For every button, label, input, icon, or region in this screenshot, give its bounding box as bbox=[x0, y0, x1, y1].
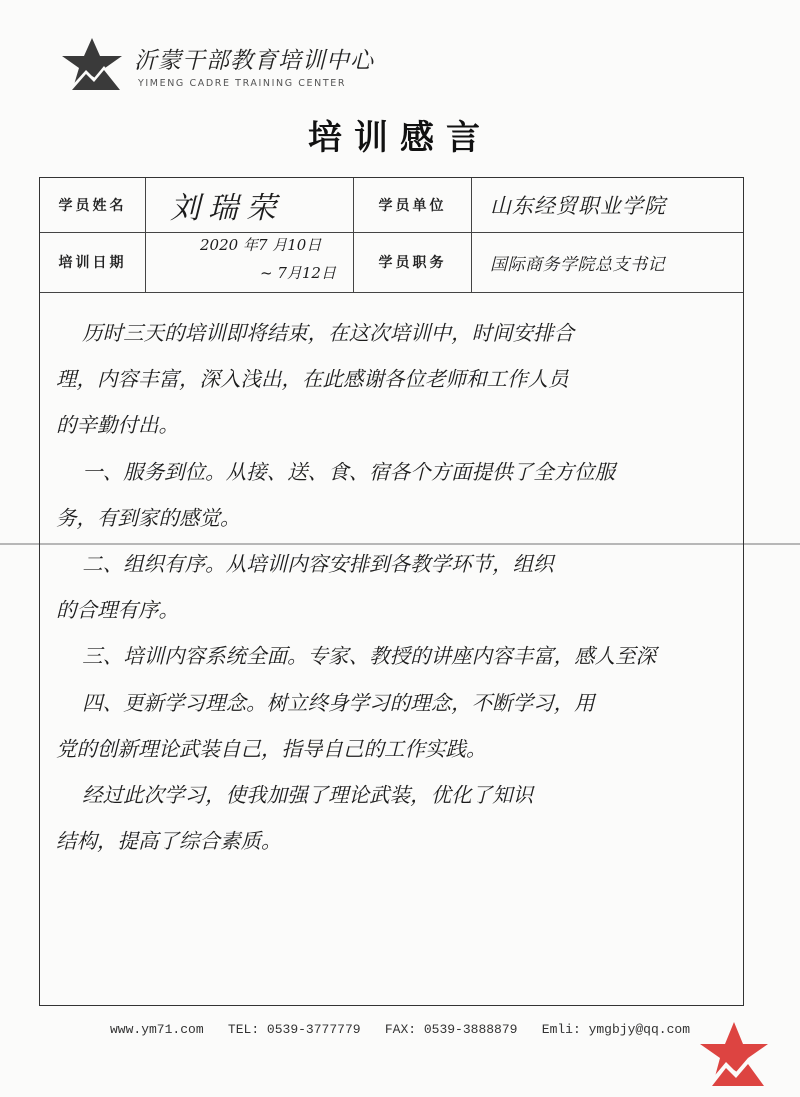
date-end-value: ~ 7月12日 bbox=[260, 264, 336, 282]
position-field bbox=[472, 232, 745, 292]
body-line: 二、组织有序。从培训内容安排到各教学环节，组织 bbox=[56, 552, 554, 577]
unit-field bbox=[472, 178, 745, 232]
footer-tel: TEL: 0539-3777779 bbox=[227, 1022, 361, 1037]
organization-name: 沂蒙干部教育培训中心 bbox=[134, 48, 374, 74]
date-field bbox=[146, 232, 354, 292]
body-line: 经过此次学习，使我加强了理论武装，优化了知识 bbox=[56, 783, 534, 808]
form-row-date-position bbox=[40, 232, 743, 293]
body-line: 三、培训内容系统全面。专家、教授的讲座内容丰富，感人至深 bbox=[56, 644, 657, 669]
body-line: 务，有到家的感觉。 bbox=[56, 505, 241, 530]
name-value: 刘瑞荣 bbox=[170, 191, 284, 226]
contact-footer bbox=[110, 1022, 690, 1037]
body-line: 历时三天的培训即将结束，在这次培训中，时间安排合 bbox=[56, 321, 575, 345]
position-label: 学员职务 bbox=[354, 232, 472, 292]
body-line: 理，内容丰富，深入浅出，在此感谢各位老师和工作人员 bbox=[56, 367, 569, 392]
unit-value: 山东经贸职业学院 bbox=[490, 194, 666, 218]
body-line: 四、更新学习理念。树立终身学习的理念，不断学习，用 bbox=[56, 690, 595, 715]
training-form bbox=[39, 177, 744, 1006]
footer-fax: FAX: 0539-3888879 bbox=[384, 1022, 518, 1037]
star-mountain-logo-icon bbox=[60, 36, 130, 92]
form-row-name-unit bbox=[40, 178, 743, 233]
footer-email: Emli: ymgbjy@qq.com bbox=[541, 1022, 690, 1037]
body-line: 的合理有序。 bbox=[56, 598, 179, 623]
position-value: 国际商务学院总支书记 bbox=[490, 254, 665, 275]
date-start-value: 2020 年7 月10日 bbox=[200, 236, 322, 254]
date-label: 培训日期 bbox=[40, 232, 146, 292]
body-line: 党的创新理论武装自己，指导自己的工作实践。 bbox=[56, 736, 487, 761]
body-line: 一、服务到位。从接、送、食、宿各个方面提供了全方位服 bbox=[56, 459, 616, 484]
page-title: 培训感言 bbox=[308, 118, 492, 158]
body-line: 结构，提高了综合素质。 bbox=[56, 829, 282, 854]
name-field bbox=[146, 178, 354, 232]
name-label: 学员姓名 bbox=[40, 178, 146, 232]
reflection-text bbox=[56, 310, 736, 864]
footer-website: www.ym71.com bbox=[110, 1022, 204, 1037]
red-star-mountain-logo-icon bbox=[700, 1020, 772, 1088]
letterhead bbox=[60, 36, 390, 96]
body-line: 的辛勤付出。 bbox=[56, 413, 179, 438]
organization-english-name: YIMENG CADRE TRAINING CENTER bbox=[138, 78, 347, 89]
unit-label: 学员单位 bbox=[354, 178, 472, 232]
